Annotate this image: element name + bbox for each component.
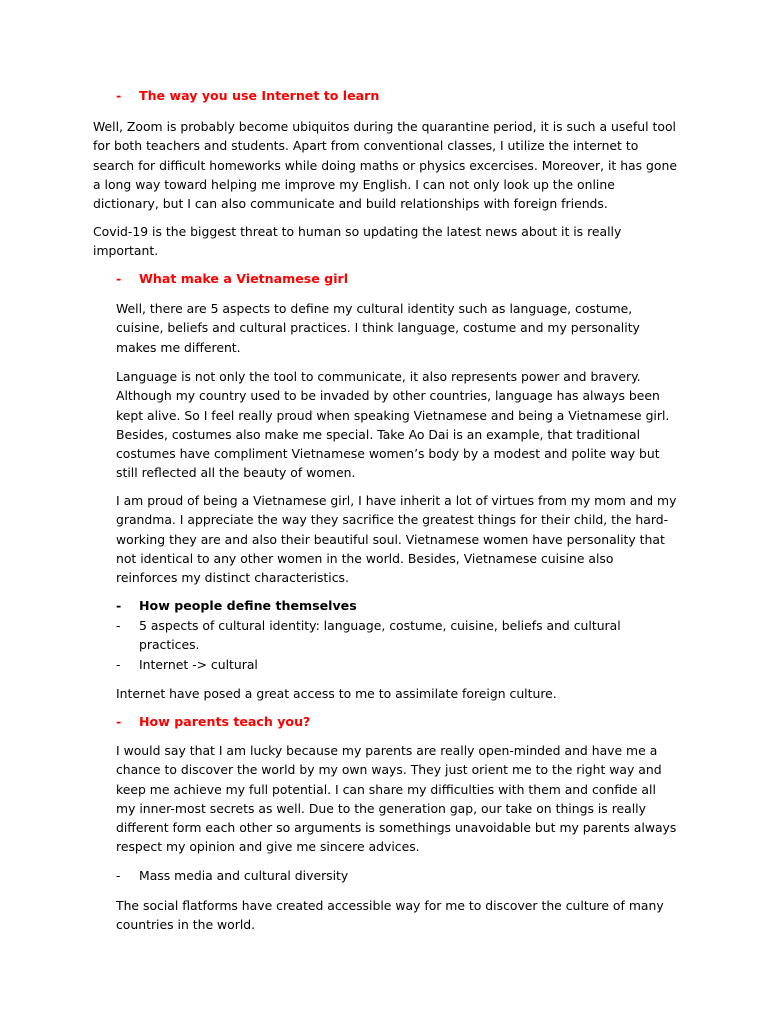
paragraph: Well, Zoom is probably become ubiquitos during the quarantine period, it is such a useful tool for both teachers and students. Apart from conventional classes, I utilize the internet to search for difficult homeworks while doing maths or physics excercises. Moreover, it has gone a long way toward helping me improve my English. I can not only look up the online dictionary, but I can also communicate and build relationships with foreign friends.: [93, 119, 677, 212]
heading-internet-learning: [116, 87, 379, 105]
heading-text: The way you use Internet to learn: [139, 88, 380, 103]
heading-define-themselves: [116, 597, 357, 615]
paragraph: Internet have posed a great access to me to assimilate foreign culture.: [116, 686, 557, 701]
list-item-text: Internet -> cultural: [139, 657, 258, 672]
list-item-text: 5 aspects of cultural identity: language, costume, cuisine, beliefs and cultural practices.: [139, 618, 621, 653]
heading-parents-teach: [116, 713, 310, 731]
heading-bullet: -: [116, 598, 122, 613]
list-bullet: -: [116, 618, 121, 633]
paragraph: Language is not only the tool to communicate, it also represents power and bravery. Although my country used to be invaded by other countries, language has always been kept alive. So I feel really proud when speaking Vietnamese and being a Vietnamese girl. Besides, costumes also make me special. Take Ao Dai is an example, that traditional costumes have compliment Vietnamese women’s body by a modest and polite way but still reflected all the beauty of women.: [116, 369, 670, 481]
paragraph: I would say that I am lucky because my parents are really open-minded and have me a chance to discover the world by my own ways. They just orient me to the right way and keep me achieve my full potential. I can share my difficulties with them and confide all my inner-most secrets as well. Due to the generation gap, our take on things is really different form each other so arguments is somethings unavoidable but my parents always respect my opinion and give me sincere advices.: [116, 743, 677, 855]
list-bullet: -: [116, 657, 121, 672]
list-item-text: Mass media and cultural diversity: [139, 868, 349, 883]
list-item-mass-media: [116, 866, 676, 885]
paragraph: Well, there are 5 aspects to define my cultural identity such as language, costume, cuisine, beliefs and cultural practices. I think language, costume and my personality makes me different.: [116, 301, 640, 355]
heading-text: How parents teach you?: [139, 714, 311, 729]
heading-text: How people define themselves: [139, 598, 357, 613]
list-bullet: -: [116, 868, 121, 883]
heading-bullet: -: [116, 88, 122, 103]
heading-vietnamese-girl: [116, 270, 348, 288]
list-item: [116, 655, 676, 674]
heading-bullet: -: [116, 271, 122, 286]
paragraph: I am proud of being a Vietnamese girl, I have inherit a lot of virtues from my mom and my grandma. I appreciate the way they sacrifice the greatest things for their child, the hard-working they are and also their beautiful soul. Vietnamese women have personality that not identical to any other women in the world. Besides, Vietnamese cuisine also reinforces my distinct characteristics.: [116, 493, 677, 586]
heading-bullet: -: [116, 714, 122, 729]
heading-text: What make a Vietnamese girl: [139, 271, 349, 286]
paragraph: Covid-19 is the biggest threat to human so updating the latest news about it is really important.: [93, 224, 622, 259]
list-item: [116, 616, 676, 655]
paragraph: The social flatforms have created accessible way for me to discover the culture of many countries in the world.: [116, 898, 664, 933]
